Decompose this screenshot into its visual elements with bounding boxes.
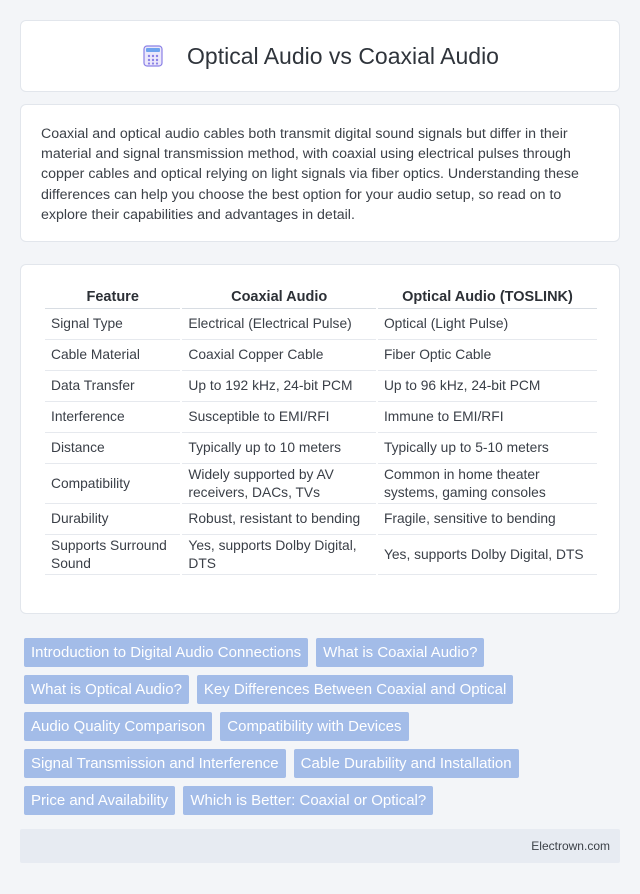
table-cell: Compatibility — [45, 464, 180, 504]
table-cell: Typically up to 5-10 meters — [378, 433, 597, 464]
table-cell: Data Transfer — [45, 371, 180, 402]
topic-tag-link[interactable]: What is Optical Audio? — [24, 675, 189, 704]
table-row — [45, 371, 597, 402]
table-cell: Yes, supports Dolby Digital, DTS — [182, 535, 376, 575]
table-cell: Signal Type — [45, 309, 180, 340]
topic-tag-link[interactable]: Audio Quality Comparison — [24, 712, 212, 741]
table-header-cell: Coaxial Audio — [182, 285, 376, 309]
table-cell: Fragile, sensitive to bending — [378, 504, 597, 535]
topic-tag-link[interactable]: Signal Transmission and Interference — [24, 749, 286, 778]
table-row — [45, 535, 597, 575]
table-row — [45, 340, 597, 371]
title-card — [20, 20, 620, 92]
topic-tag-link[interactable]: Compatibility with Devices — [220, 712, 408, 741]
table-cell: Widely supported by AV receivers, DACs, TVs — [182, 464, 376, 504]
table-cell: Coaxial Copper Cable — [182, 340, 376, 371]
topic-tag-link[interactable]: What is Coaxial Audio? — [316, 638, 484, 667]
table-cell: Optical (Light Pulse) — [378, 309, 597, 340]
table-cell: Immune to EMI/RFI — [378, 402, 597, 433]
table-header-cell: Optical Audio (TOSLINK) — [378, 285, 597, 309]
table-cell: Supports Surround Sound — [45, 535, 180, 575]
table-row — [45, 309, 597, 340]
footer-site-link[interactable]: Electrown.com — [531, 839, 610, 853]
table-cell: Typically up to 10 meters — [182, 433, 376, 464]
table-cell: Susceptible to EMI/RFI — [182, 402, 376, 433]
tag-row — [24, 675, 620, 704]
intro-paragraph: Coaxial and optical audio cables both transmit digital sound signals but differ in their material and signal transmission method, with coaxial using electrical pulses through copper cables and optical relying on light signals via fiber optics. Understanding these differences can help you choose the best option for your audio setup, so read on to explore their capabilities and advantages in detail. — [41, 126, 579, 223]
tag-row — [24, 749, 620, 778]
intro-card — [20, 104, 620, 242]
topic-tags — [24, 638, 620, 823]
footer — [20, 829, 620, 863]
tag-row — [24, 786, 620, 815]
calculator-icon — [141, 44, 165, 68]
topic-tag-link[interactable]: Introduction to Digital Audio Connections — [24, 638, 308, 667]
table-cell: Robust, resistant to bending — [182, 504, 376, 535]
table-cell: Common in home theater systems, gaming consoles — [378, 464, 597, 504]
tag-row — [24, 638, 620, 667]
table-row — [45, 402, 597, 433]
table-cell: Cable Material — [45, 340, 180, 371]
table-cell: Durability — [45, 504, 180, 535]
table-row — [45, 433, 597, 464]
comparison-table — [43, 285, 599, 575]
table-cell: Fiber Optic Cable — [378, 340, 597, 371]
topic-tag-link[interactable]: Key Differences Between Coaxial and Optical — [197, 675, 513, 704]
table-row — [45, 504, 597, 535]
topic-tag-link[interactable]: Price and Availability — [24, 786, 175, 815]
table-header-cell: Feature — [45, 285, 180, 309]
page-title: Optical Audio vs Coaxial Audio — [187, 42, 499, 69]
table-cell: Interference — [45, 402, 180, 433]
topic-tag-link[interactable]: Which is Better: Coaxial or Optical? — [183, 786, 433, 815]
topic-tag-link[interactable]: Cable Durability and Installation — [294, 749, 519, 778]
table-cell: Yes, supports Dolby Digital, DTS — [378, 535, 597, 575]
tag-row — [24, 712, 620, 741]
table-cell: Electrical (Electrical Pulse) — [182, 309, 376, 340]
table-cell: Up to 192 kHz, 24-bit PCM — [182, 371, 376, 402]
table-cell: Up to 96 kHz, 24-bit PCM — [378, 371, 597, 402]
table-header-row — [45, 285, 597, 309]
table-cell: Distance — [45, 433, 180, 464]
comparison-table-card — [20, 264, 620, 614]
table-row — [45, 464, 597, 504]
